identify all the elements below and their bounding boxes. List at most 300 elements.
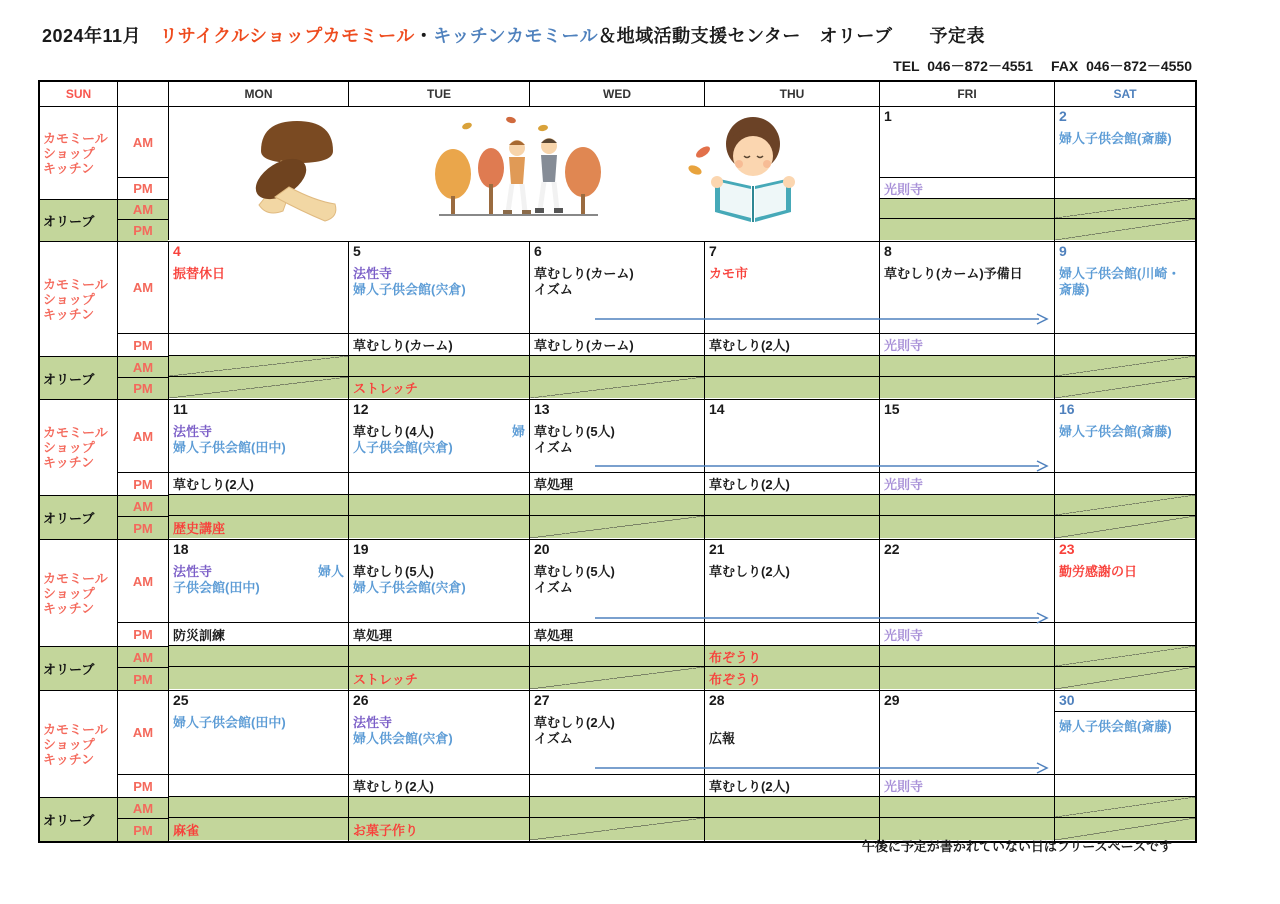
day-cell-pm [880, 473, 1054, 495]
day-events [1057, 719, 1193, 735]
header-mon: MON [168, 82, 348, 106]
event-line [173, 564, 344, 580]
event-text: 子供会館(田中) [173, 580, 260, 595]
event-line [534, 564, 700, 580]
event-text: 婦人子供会館(田中) [173, 440, 286, 455]
day-cell-pm [349, 334, 529, 356]
date-number: 18 [173, 541, 189, 557]
event-text: 光則寺 [884, 779, 924, 794]
olive-cell-am [169, 495, 348, 516]
day-cell-am [880, 691, 1054, 775]
day-cell-am [1055, 540, 1195, 623]
header-spacer [117, 82, 168, 106]
olive-cell-pm [705, 667, 879, 689]
day-column-fri [879, 691, 1054, 841]
chamomile-label [40, 242, 117, 356]
day-cell-am [1055, 400, 1195, 473]
day-events [351, 715, 527, 747]
day-column-thu [704, 400, 879, 539]
day-cell-pm [880, 178, 1054, 199]
week-left-labels [40, 107, 168, 241]
event-text: 草処理 [353, 627, 393, 643]
am-label: AM [118, 242, 168, 334]
day-cell-am [169, 540, 348, 623]
week-days [168, 691, 1195, 841]
olive-cell-pm [705, 818, 879, 840]
event-text: お菓子作り [353, 822, 419, 838]
day-events [171, 715, 346, 731]
event-text: 光則寺 [884, 181, 924, 197]
week-left-labels [40, 691, 168, 841]
day-cell-am [530, 691, 704, 775]
olive-ampm-column [117, 200, 168, 241]
header-thu: THU [704, 82, 879, 106]
olive-cell-am [169, 356, 348, 377]
chamomile-label-line: キッチン [43, 306, 95, 322]
week-row-group [40, 540, 1195, 691]
day-events [1057, 424, 1193, 440]
chamomile-label-line: カモミール [43, 570, 108, 586]
olive-label: オリーブ [43, 813, 95, 828]
event-text: 人子供会館(宍倉) [353, 440, 453, 455]
day-cell-am [1055, 107, 1195, 178]
day-column-sat [1054, 107, 1195, 241]
olive-cell-am [1055, 797, 1195, 818]
olive-cell-am [880, 495, 1054, 516]
event-text: 草処理 [534, 627, 574, 643]
olive-am-label: AM [118, 357, 168, 378]
week-days [168, 540, 1195, 690]
chamomile-label-line: ショップ [43, 736, 95, 752]
event-text: 草むしり(2人) [709, 779, 790, 794]
title-center: ＆地域活動支援センター オリーブ 予定表 [598, 26, 985, 46]
date-number: 7 [709, 243, 717, 259]
day-events [707, 715, 877, 747]
chamomile-label-line: ショップ [43, 291, 95, 307]
day-cell-pm [1055, 775, 1195, 797]
date-number: 21 [709, 541, 725, 557]
event-text: 振替休日 [173, 266, 226, 281]
olive-cell-am [880, 199, 1054, 219]
chamomile-label-line: カモミール [43, 276, 108, 292]
date-number: 19 [353, 541, 369, 557]
day-column-sat [1054, 400, 1195, 539]
day-events [1057, 564, 1193, 580]
olive-label-group [40, 356, 168, 399]
fax-number: 046－872－4550 [1086, 58, 1192, 74]
event-line [534, 282, 700, 298]
date-number: 9 [1059, 243, 1067, 259]
olive-cell-am [705, 495, 879, 516]
day-cell-am [169, 242, 348, 334]
pm-label: PM [133, 627, 153, 642]
event-text: イズム [534, 282, 573, 297]
day-column-sat [1054, 691, 1195, 841]
date-number: 2 [1059, 108, 1067, 124]
week-days [168, 400, 1195, 539]
olive-cell-am [169, 797, 348, 818]
week-row-group [40, 400, 1195, 540]
day-events [707, 266, 877, 282]
week-row-group [40, 691, 1195, 841]
title-dot: ・ [414, 26, 434, 46]
day-cell-am [530, 400, 704, 473]
event-line [173, 440, 344, 456]
date-number: 22 [884, 541, 900, 557]
chamomile-label [40, 540, 117, 646]
chamomile-label-line: ショップ [43, 145, 95, 161]
week-row-group [40, 107, 1195, 242]
olive-label: オリーブ [43, 371, 95, 387]
olive-label: オリーブ [43, 662, 95, 677]
day-events [532, 424, 702, 456]
event-line [353, 440, 525, 456]
day-cell-pm [705, 473, 879, 495]
event-text: 麻雀 [173, 822, 200, 838]
chamomile-label-line: キッチン [43, 600, 95, 616]
day-cell-pm [349, 775, 529, 797]
olive-cell-pm [349, 377, 529, 398]
day-cell-pm [1055, 334, 1195, 356]
event-text: 草むしり(5人) [534, 564, 615, 579]
event-text: 広報 [709, 731, 736, 746]
day-column-thu [704, 540, 879, 690]
event-line [353, 564, 525, 580]
day-cell-am [1055, 242, 1195, 334]
olive-cell-am [880, 646, 1054, 667]
olive-cell-pm [169, 818, 348, 840]
olive-cell-pm [349, 818, 529, 840]
event-text: 婦人子供会館(田中) [173, 715, 286, 730]
fax-label: FAX [1051, 58, 1079, 74]
week-left-labels [40, 540, 168, 690]
date-number: 27 [534, 692, 550, 708]
day-column-mon [168, 540, 348, 690]
date-number: 1 [884, 108, 892, 124]
olive-cell-am [880, 356, 1054, 377]
event-text: ストレッチ [353, 381, 418, 396]
chamomile-label [40, 400, 117, 495]
event-line [353, 424, 525, 440]
event-text: 草処理 [534, 477, 574, 492]
event-line [1059, 131, 1191, 147]
olive-cell-pm [1055, 377, 1195, 398]
day-cell-am [880, 400, 1054, 473]
day-cell-am [530, 540, 704, 623]
date-number: 4 [173, 243, 181, 259]
event-line [534, 715, 700, 731]
day-events [351, 266, 527, 298]
event-text: 草むしり(カーム) [534, 266, 634, 281]
olive-cell-pm [880, 219, 1054, 240]
day-column-tue [348, 400, 529, 539]
day-column-fri [879, 400, 1054, 539]
date-number: 8 [884, 243, 892, 259]
chamomile-label-group [40, 400, 168, 495]
chamomile-label-line: カモミール [43, 130, 108, 146]
illustrations-cell [168, 107, 879, 240]
event-line [173, 424, 344, 440]
event-text: 婦人子供会館(斎藤) [1059, 424, 1172, 439]
event-line [173, 715, 344, 731]
event-line [353, 282, 525, 298]
olive-pm-label: PM [133, 671, 153, 687]
day-events [707, 564, 877, 580]
event-text: 婦人子供会館(宍倉) [353, 282, 466, 297]
event-text: 法性寺 [353, 266, 393, 281]
ampm-column [117, 242, 168, 356]
event-line [1059, 266, 1191, 298]
ampm-column [117, 691, 168, 797]
day-cell-pm [349, 473, 529, 495]
day-cell-pm [530, 334, 704, 356]
event-text: 草むしり(カーム)予備日 [884, 266, 1023, 281]
title-recycle-shop: リサイクルショップカモミール [159, 26, 415, 46]
date-number: 29 [884, 692, 900, 708]
event-text: 草むしり(カーム) [353, 338, 453, 353]
week-days [168, 242, 1195, 399]
event-text: 婦人 [317, 564, 344, 579]
chamomile-label-line: カモミール [43, 425, 108, 440]
header-tue: TUE [348, 82, 529, 106]
event-text: イズム [534, 440, 573, 455]
olive-label-group [40, 797, 168, 841]
tel-number: 046－872－4551 [927, 58, 1034, 74]
event-line [353, 266, 525, 282]
day-cell-am [880, 242, 1054, 334]
event-text: 草むしり(5人) [353, 564, 434, 579]
day-cell-am [705, 242, 879, 334]
olive-cell-am [705, 646, 879, 667]
chamomile-label-line: ショップ [43, 440, 95, 455]
olive-label: オリーブ [43, 214, 95, 229]
olive-ampm-column [117, 798, 168, 841]
am-label: AM [118, 691, 168, 775]
am-label: AM [118, 107, 168, 178]
event-line [534, 424, 700, 440]
day-cell-pm [530, 775, 704, 797]
olive-cell-am [1055, 199, 1195, 219]
autumn-walk-figures [431, 112, 606, 235]
event-line [173, 580, 344, 596]
day-column-tue [348, 540, 529, 690]
olive-cell-am [530, 646, 704, 667]
day-column-fri [879, 540, 1054, 690]
day-cell-pm [1055, 623, 1195, 646]
date-number: 11 [173, 401, 188, 417]
date-number: 6 [534, 243, 542, 259]
olive-label-group [40, 199, 168, 241]
olive-pm-label: PM [133, 223, 153, 238]
chamomile-label-group [40, 691, 168, 797]
olive-cell-pm [169, 667, 348, 689]
child-reading-book [675, 112, 825, 235]
date-number: 5 [353, 243, 361, 259]
pm-label: PM [133, 476, 153, 492]
day-cell-am [1055, 691, 1195, 775]
day-cell-am [169, 400, 348, 473]
event-text: 勤労感謝の日 [1059, 564, 1138, 579]
olive-cell-am [530, 356, 704, 377]
event-text: 婦人子供会館(川崎・斎藤) [1059, 266, 1181, 297]
olive-cell-pm [880, 516, 1054, 538]
event-text: 法性寺 [173, 564, 213, 579]
olive-cell-pm [349, 667, 529, 689]
event-text: 防災訓練 [173, 627, 226, 643]
event-text: 婦人子供会館(斎藤) [1059, 131, 1172, 146]
olive-pm-label: PM [133, 822, 153, 838]
day-cell-am [880, 540, 1054, 623]
day-column-sat [1054, 242, 1195, 399]
header-sun: SUN [65, 87, 92, 101]
event-line [353, 715, 525, 731]
event-line [1059, 564, 1191, 580]
weekday-header-row [40, 82, 1195, 107]
day-cell-am [349, 242, 529, 334]
week-row-group [40, 242, 1195, 400]
chamomile-label-group [40, 242, 168, 356]
event-text: 婦 [511, 424, 525, 439]
day-cell-am [705, 540, 879, 623]
ampm-column [117, 107, 168, 199]
event-line [709, 564, 875, 580]
event-text: 法性寺 [353, 715, 393, 730]
day-cell-pm [349, 623, 529, 646]
date-number: 14 [709, 401, 725, 417]
day-cell-pm [1055, 178, 1195, 199]
olive-cell-am [349, 797, 529, 818]
event-text: ストレッチ [353, 671, 418, 687]
event-line [884, 266, 1050, 282]
day-cell-pm [530, 473, 704, 495]
header-wed: WED [529, 82, 704, 106]
day-cell-am [349, 400, 529, 473]
am-label: AM [118, 400, 168, 473]
day-events [171, 266, 346, 282]
date-number: 20 [534, 541, 550, 557]
day-column-wed [529, 400, 704, 539]
event-text: 光則寺 [884, 477, 924, 492]
day-cell-am [530, 242, 704, 334]
week-days [168, 107, 1195, 241]
day-events [171, 424, 346, 456]
day-cell-am [169, 691, 348, 775]
event-line [534, 266, 700, 282]
olive-cell-pm [1055, 667, 1195, 689]
day-cell-am [349, 540, 529, 623]
event-text: 歴史講座 [173, 520, 226, 536]
calendar-table [38, 80, 1197, 843]
event-line [173, 266, 344, 282]
olive-cell-pm [169, 377, 348, 398]
chamomile-label [40, 691, 117, 797]
chamomile-label-line: ショップ [43, 585, 95, 601]
day-cell-pm [705, 334, 879, 356]
event-text: 草むしり(2人) [534, 715, 615, 730]
day-cell-pm [880, 623, 1054, 646]
olive-cell-am [169, 646, 348, 667]
chamomile-label-line: カモミール [43, 721, 108, 737]
olive-cell-am [349, 646, 529, 667]
event-text: 婦人子供会館(斎藤) [1059, 719, 1172, 734]
header-sat: SAT [1054, 82, 1195, 106]
olive-ampm-column [117, 357, 168, 399]
olive-cell-am [705, 797, 879, 818]
event-line [353, 731, 525, 747]
day-cell-pm [169, 775, 348, 797]
title-month: 2024年11月 [42, 26, 142, 46]
event-line [534, 731, 700, 747]
chamomile-label [40, 107, 117, 199]
event-text: イズム [534, 580, 573, 595]
olive-pm-label: PM [133, 520, 153, 536]
day-events [1057, 131, 1193, 147]
day-events [351, 564, 527, 596]
olive-cell-pm [530, 818, 704, 840]
day-events [171, 564, 346, 596]
week-left-labels [40, 400, 168, 539]
olive-cell-am [530, 797, 704, 818]
event-line [709, 715, 875, 731]
event-line [1059, 424, 1191, 440]
day-cell-am [880, 107, 1054, 178]
event-text: 草むしり(2人) [709, 338, 790, 353]
chamomile-label-line: キッチン [43, 160, 95, 176]
event-line [709, 266, 875, 282]
chamomile-label-group [40, 540, 168, 646]
olive-label: オリーブ [43, 511, 95, 526]
day-cell-pm [705, 775, 879, 797]
olive-am-label: AM [118, 647, 168, 668]
day-events [532, 564, 702, 596]
event-line [534, 580, 700, 596]
olive-am-label: AM [118, 798, 168, 819]
tel-label: TEL [893, 58, 920, 74]
ampm-column [117, 540, 168, 646]
day-column-wed [529, 242, 704, 399]
day-column-fri [879, 107, 1054, 241]
day-cell-am [349, 691, 529, 775]
day-events [882, 266, 1052, 282]
day-column-sat [1054, 540, 1195, 690]
event-line [534, 440, 700, 456]
day-column-tue [348, 691, 529, 841]
day-cell-pm [530, 623, 704, 646]
event-text: 草むしり(カーム) [534, 338, 634, 353]
date-number: 25 [173, 692, 189, 708]
day-cell-pm [169, 473, 348, 495]
event-text: 婦人子供会館(宍倉) [353, 580, 466, 595]
day-events [351, 424, 527, 456]
day-cell-pm [1055, 473, 1195, 495]
event-text: 草むしり(5人) [534, 424, 615, 439]
day-column-wed [529, 540, 704, 690]
olive-cell-pm [880, 377, 1054, 398]
day-cell-am [705, 400, 879, 473]
weeks [40, 107, 1195, 841]
event-text: 草むしり(4人) [353, 424, 434, 439]
olive-cell-pm [1055, 219, 1195, 240]
title-kitchen: キッチンカモミール [433, 26, 599, 46]
date-number: 12 [353, 401, 369, 417]
olive-cell-pm [530, 667, 704, 689]
event-text: 草むしり(2人) [709, 477, 790, 492]
event-line [1059, 719, 1191, 735]
header-fri: FRI [879, 82, 1054, 106]
olive-cell-am [530, 495, 704, 516]
day-column-thu [704, 691, 879, 841]
date-number: 26 [353, 692, 369, 708]
